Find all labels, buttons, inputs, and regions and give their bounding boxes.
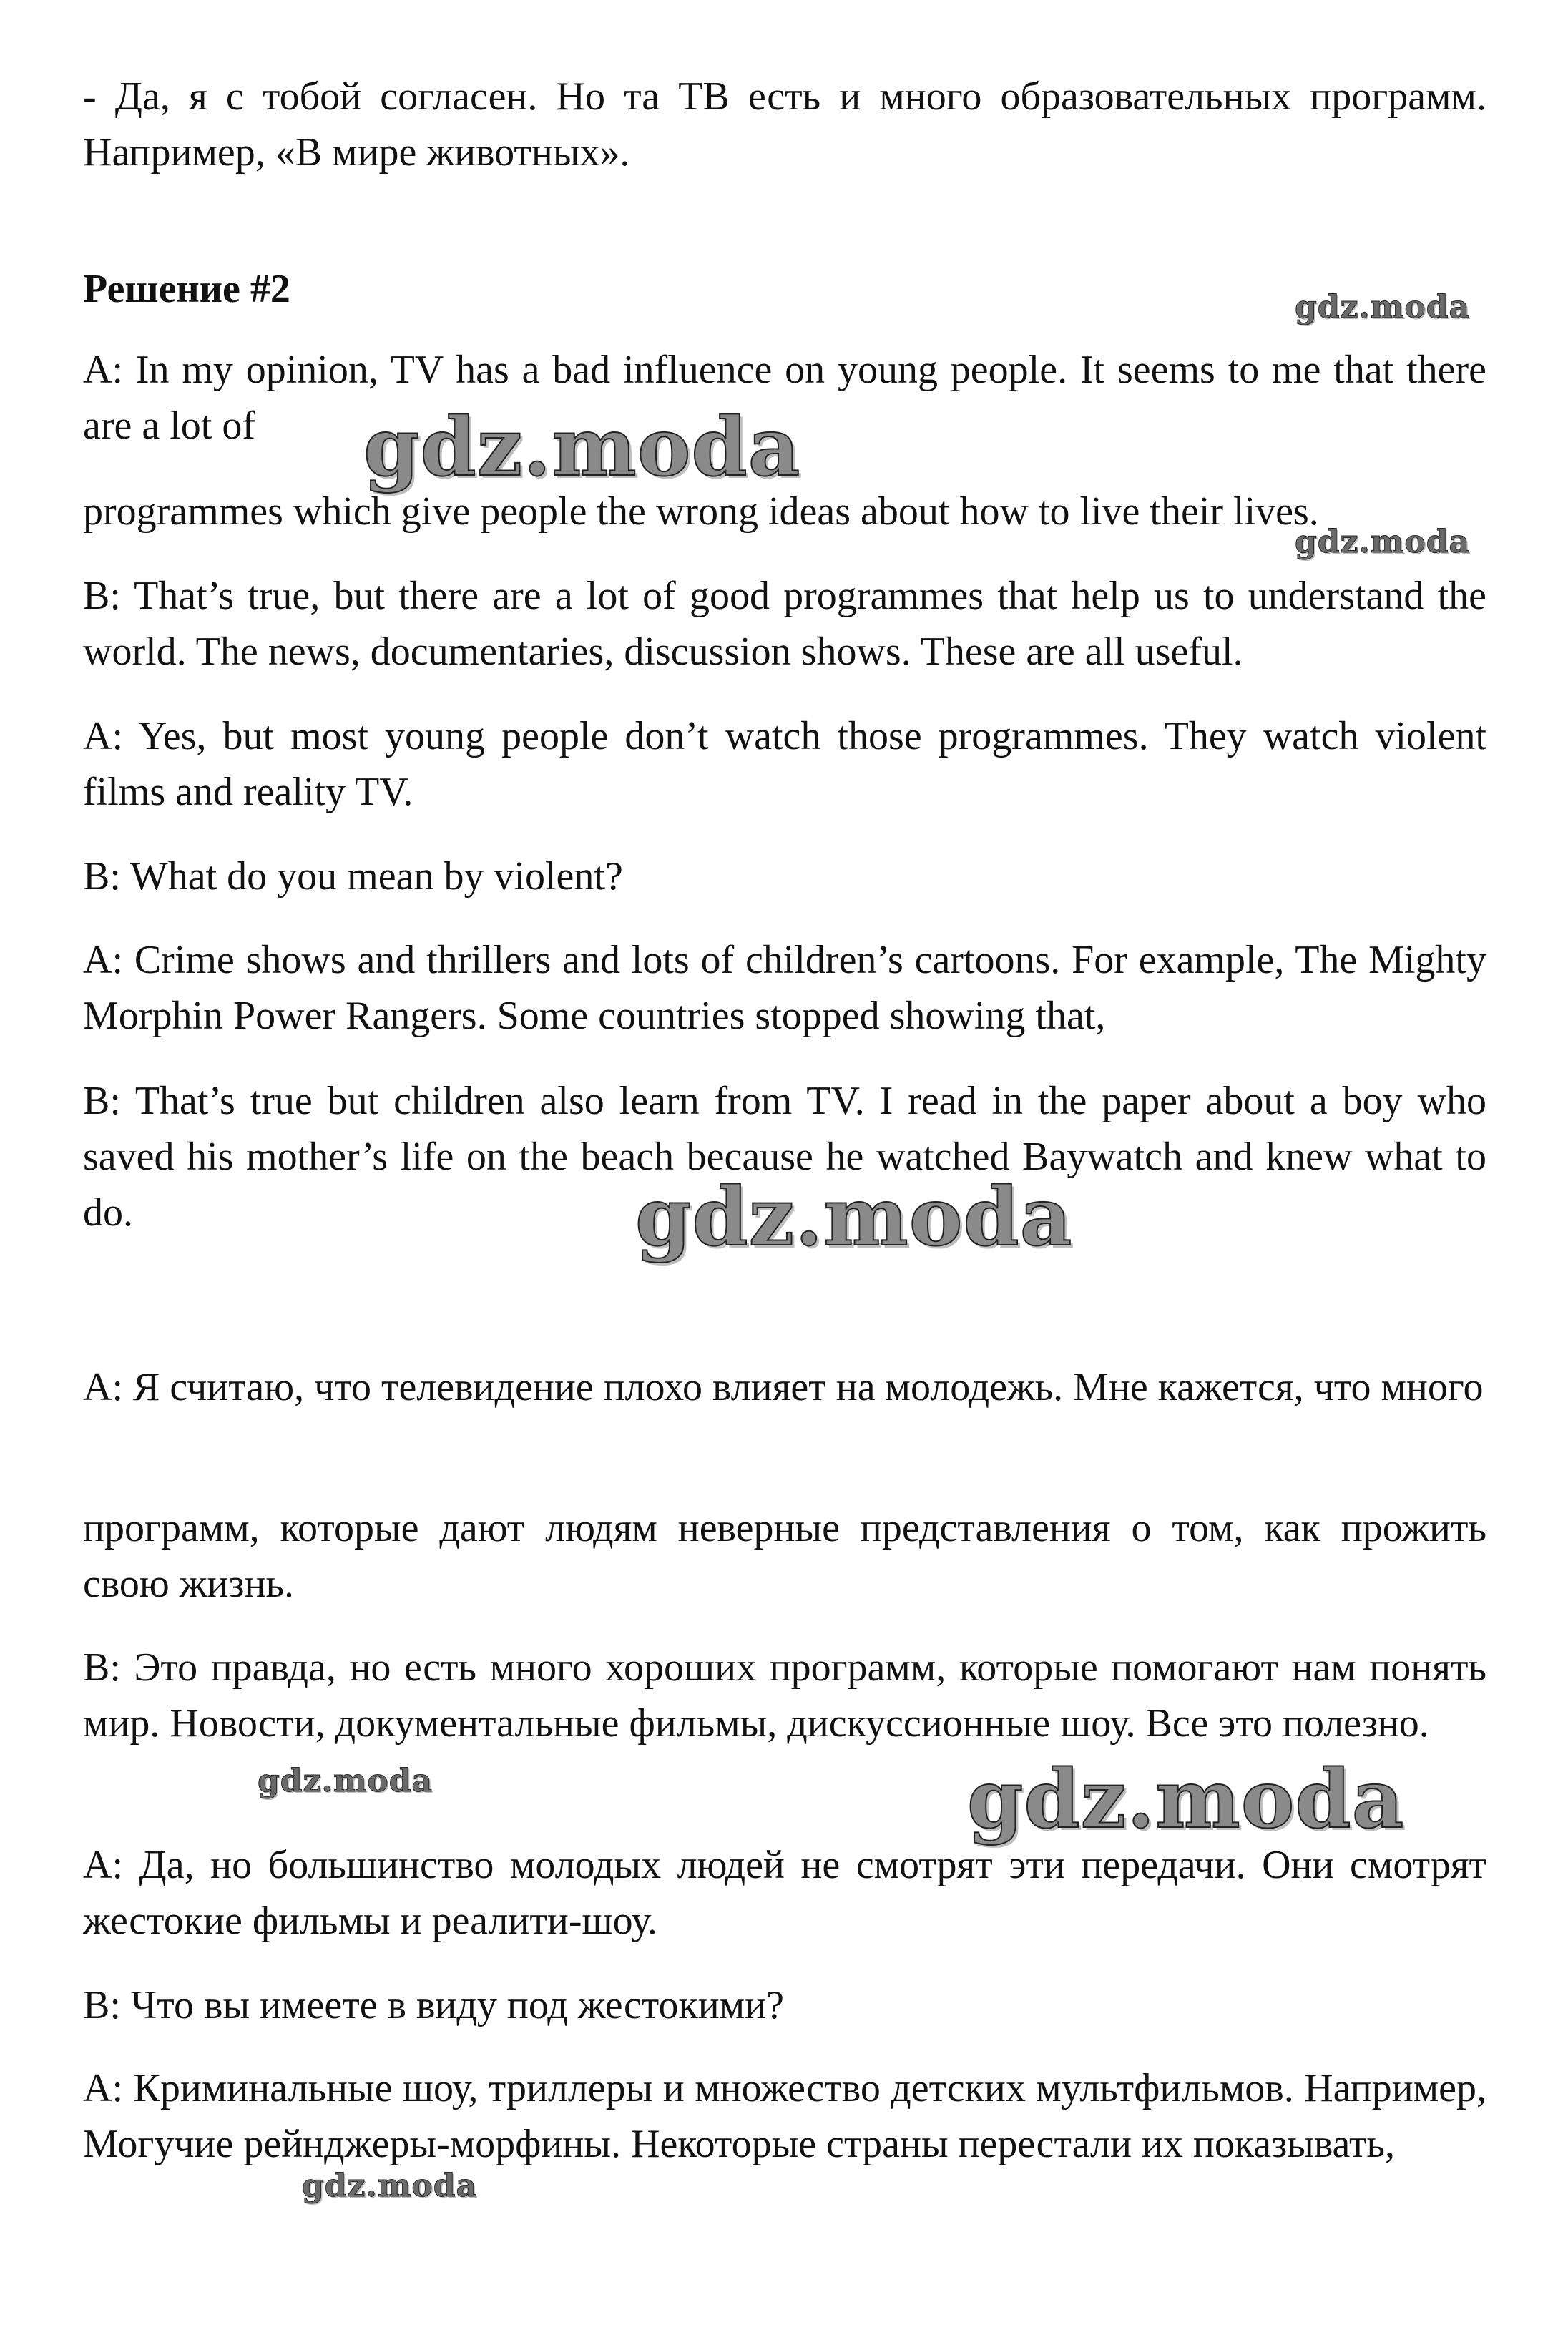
watermark: gdz.moda (363, 401, 801, 494)
en-a1-part2: programmes which give people the wrong ideas about how to live their lives. (83, 489, 1319, 534)
en-a3: A: Crime shows and thrillers and lots of children’s cartoons. For example, The Mighty Morphin Power Rangers. Some countries stopped showing that, (83, 938, 1486, 1038)
watermark: gdz.moda (1295, 524, 1471, 560)
en-b1: B: That’s true, but there are a lot of good programmes that help us to understand the world. The news, documentaries, discussion shows. These are all useful. (83, 574, 1486, 674)
ru-a1-part2: программ, которые дают людям неверные представления о том, как прожить свою жизнь. (83, 1506, 1486, 1606)
en-a1-part1: A: In my opinion, TV has a bad influence on young people. It seems to me that there are a lot of (83, 348, 1486, 448)
watermark: gdz.moda (302, 2168, 478, 2204)
ru-b1: B: Это правда, но есть много хороших программ, которые помогают нам понять мир. Новости, документальные фильмы, дискуссионные шоу. Все это полезно. (83, 1645, 1486, 1746)
solution-heading: Решение #2 (83, 267, 290, 311)
ru-a1-part1: A: Я считаю, что телевидение плохо влияет на молодежь. Мне кажется, что много (83, 1365, 1484, 1409)
ru-a3: A: Криминальные шоу, триллеры и множество детских мультфильмов. Например, Могучие рейнджеры-морфины. Некоторые страны перестали их показывать, (83, 2066, 1486, 2166)
watermark: gdz.moda (635, 1170, 1073, 1264)
en-b3: B: That’s true but children also learn from TV. I read in the paper about a boy who saved his mother’s life on the beach because he watched Baywatch and knew what to do. (83, 1079, 1486, 1235)
watermark: gdz.moda (1295, 289, 1471, 325)
en-a2: A: Yes, but most young people don’t watch those programmes. They watch violent films and reality TV. (83, 714, 1486, 814)
watermark: gdz.moda (967, 1753, 1405, 1846)
en-b2: B: What do you mean by violent? (83, 854, 623, 899)
watermark: gdz.moda (258, 1763, 433, 1799)
ru-b2: B: Что вы имеете в виду под жестокими? (83, 1983, 784, 2027)
ru-a2: A: Да, но большинство молодых людей не смотрят эти передачи. Они смотрят жестокие фильмы и реалити-шоу. (83, 1843, 1486, 1943)
intro-paragraph: - Да, я с тобой согласен. Но та ТВ есть и много образовательных программ. Например, «В мире животных». (83, 74, 1486, 175)
